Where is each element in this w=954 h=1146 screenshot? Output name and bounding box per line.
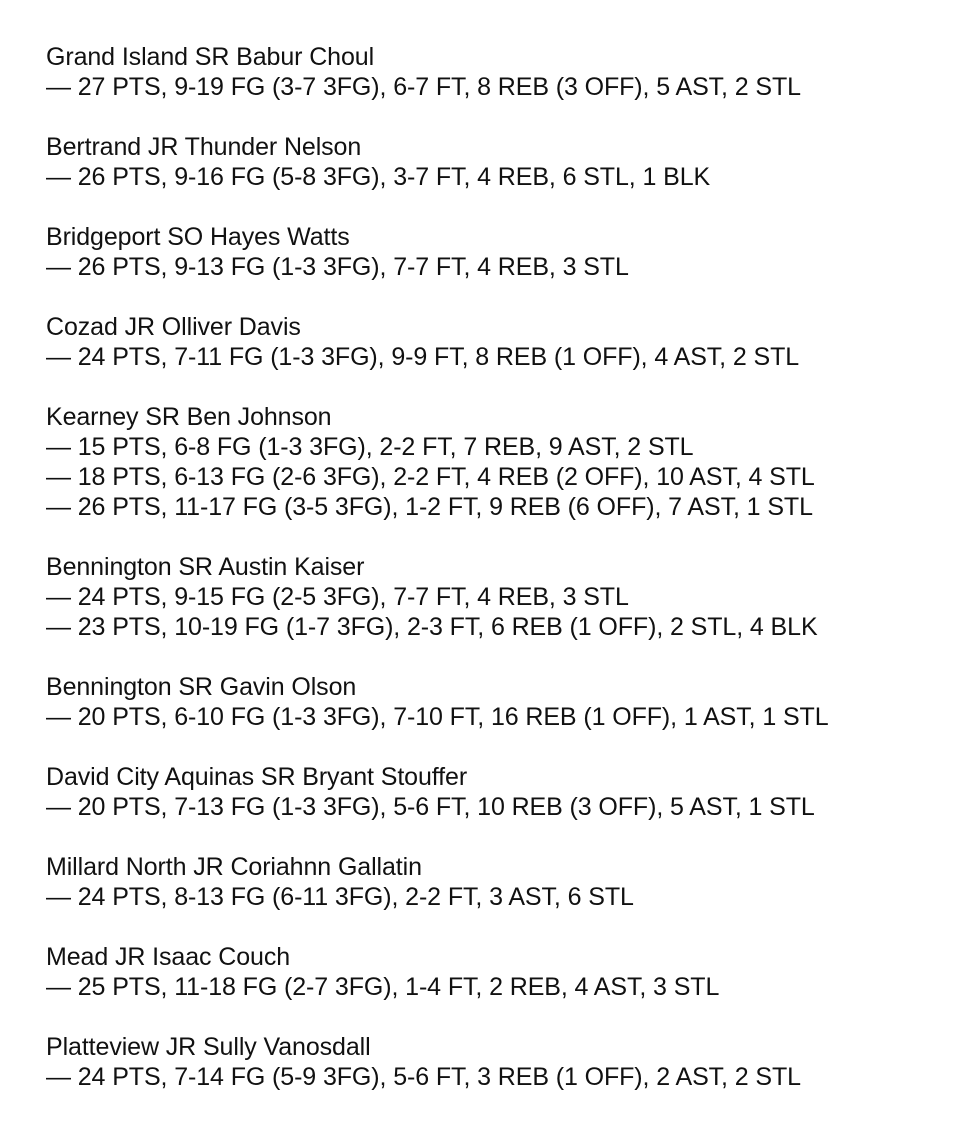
player-entry — [46, 222, 954, 282]
player-name: David City Aquinas SR Bryant Stouffer — [46, 763, 468, 791]
stat-line: — 24 PTS, 9-15 FG (2-5 3FG), 7-7 FT, 4 REB, 3 STL — [46, 583, 629, 611]
player-name: Bertrand JR Thunder Nelson — [46, 133, 362, 161]
player-entry — [46, 402, 954, 522]
stat-line: — 26 PTS, 11-17 FG (3-5 3FG), 1-2 FT, 9 REB (6 OFF), 7 AST, 1 STL — [46, 493, 813, 521]
player-entry — [46, 42, 954, 102]
stat-line: — 27 PTS, 9-19 FG (3-7 3FG), 6-7 FT, 8 REB (3 OFF), 5 AST, 2 STL — [46, 73, 801, 101]
player-entry — [46, 942, 954, 1002]
player-name: Millard North JR Coriahnn Gallatin — [46, 853, 422, 881]
stat-line: — 20 PTS, 6-10 FG (1-3 3FG), 7-10 FT, 16 REB (1 OFF), 1 AST, 1 STL — [46, 703, 829, 731]
player-name: Cozad JR Olliver Davis — [46, 313, 301, 341]
stat-line: — 18 PTS, 6-13 FG (2-6 3FG), 2-2 FT, 4 REB (2 OFF), 10 AST, 4 STL — [46, 463, 815, 491]
stat-line: — 24 PTS, 8-13 FG (6-11 3FG), 2-2 FT, 3 AST, 6 STL — [46, 883, 634, 911]
player-name: Bennington SR Austin Kaiser — [46, 553, 365, 581]
player-entry — [46, 312, 954, 372]
player-name: Grand Island SR Babur Choul — [46, 43, 375, 71]
player-name: Platteview JR Sully Vanosdall — [46, 1033, 371, 1061]
player-name: Kearney SR Ben Johnson — [46, 403, 332, 431]
stat-line: — 24 PTS, 7-11 FG (1-3 3FG), 9-9 FT, 8 REB (1 OFF), 4 AST, 2 STL — [46, 343, 800, 371]
stat-line: — 26 PTS, 9-16 FG (5-8 3FG), 3-7 FT, 4 REB, 6 STL, 1 BLK — [46, 163, 711, 191]
player-name: Mead JR Isaac Couch — [46, 943, 291, 971]
stat-line: — 26 PTS, 9-13 FG (1-3 3FG), 7-7 FT, 4 REB, 3 STL — [46, 253, 629, 281]
stat-line: — 15 PTS, 6-8 FG (1-3 3FG), 2-2 FT, 7 REB, 9 AST, 2 STL — [46, 433, 694, 461]
player-entry — [46, 552, 954, 642]
player-entry — [46, 132, 954, 192]
stat-line: — 25 PTS, 11-18 FG (2-7 3FG), 1-4 FT, 2 REB, 4 AST, 3 STL — [46, 973, 720, 1001]
stat-line: — 23 PTS, 10-19 FG (1-7 3FG), 2-3 FT, 6 REB (1 OFF), 2 STL, 4 BLK — [46, 613, 818, 641]
stat-line: — 24 PTS, 7-14 FG (5-9 3FG), 5-6 FT, 3 REB (1 OFF), 2 AST, 2 STL — [46, 1063, 801, 1091]
player-entry — [46, 762, 954, 822]
player-entry — [46, 1032, 954, 1092]
player-entry — [46, 852, 954, 912]
stat-line: — 20 PTS, 7-13 FG (1-3 3FG), 5-6 FT, 10 REB (3 OFF), 5 AST, 1 STL — [46, 793, 815, 821]
stat-list — [46, 42, 954, 1122]
player-name: Bridgeport SO Hayes Watts — [46, 223, 350, 251]
player-entry — [46, 672, 954, 732]
player-name: Bennington SR Gavin Olson — [46, 673, 357, 701]
